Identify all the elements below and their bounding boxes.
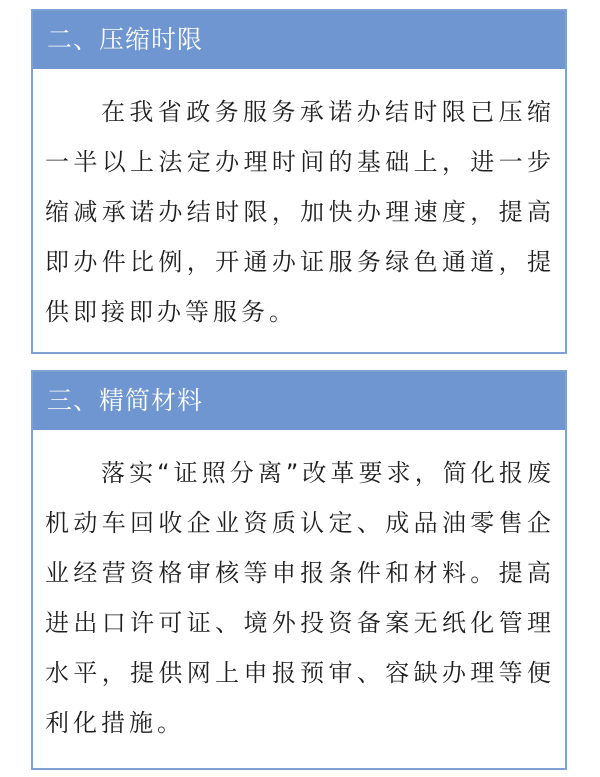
section-body-text: 落实“证照分离”改革要求，简化报废机动车回收企业资质认定、成品油零售企业经营资格审核等申报条件和材料。提高进出口许可证、境外投资备案无纸化管理水平，提供网上申报预审、容缺办理等便利化措施。: [45, 459, 555, 737]
section-card-time-limit: [31, 9, 567, 354]
section-body-text: 在我省政务服务承诺办结时限已压缩一半以上法定办理时间的基础上，进一步缩减承诺办结时限，加快办理速度，提高即办件比例，开通办证服务绿色通道，提供即接即办等服务。: [45, 98, 555, 326]
section-heading: 二、压缩时限: [33, 11, 565, 69]
section-card-materials: [31, 370, 567, 770]
section-heading: 三、精简材料: [33, 372, 565, 430]
